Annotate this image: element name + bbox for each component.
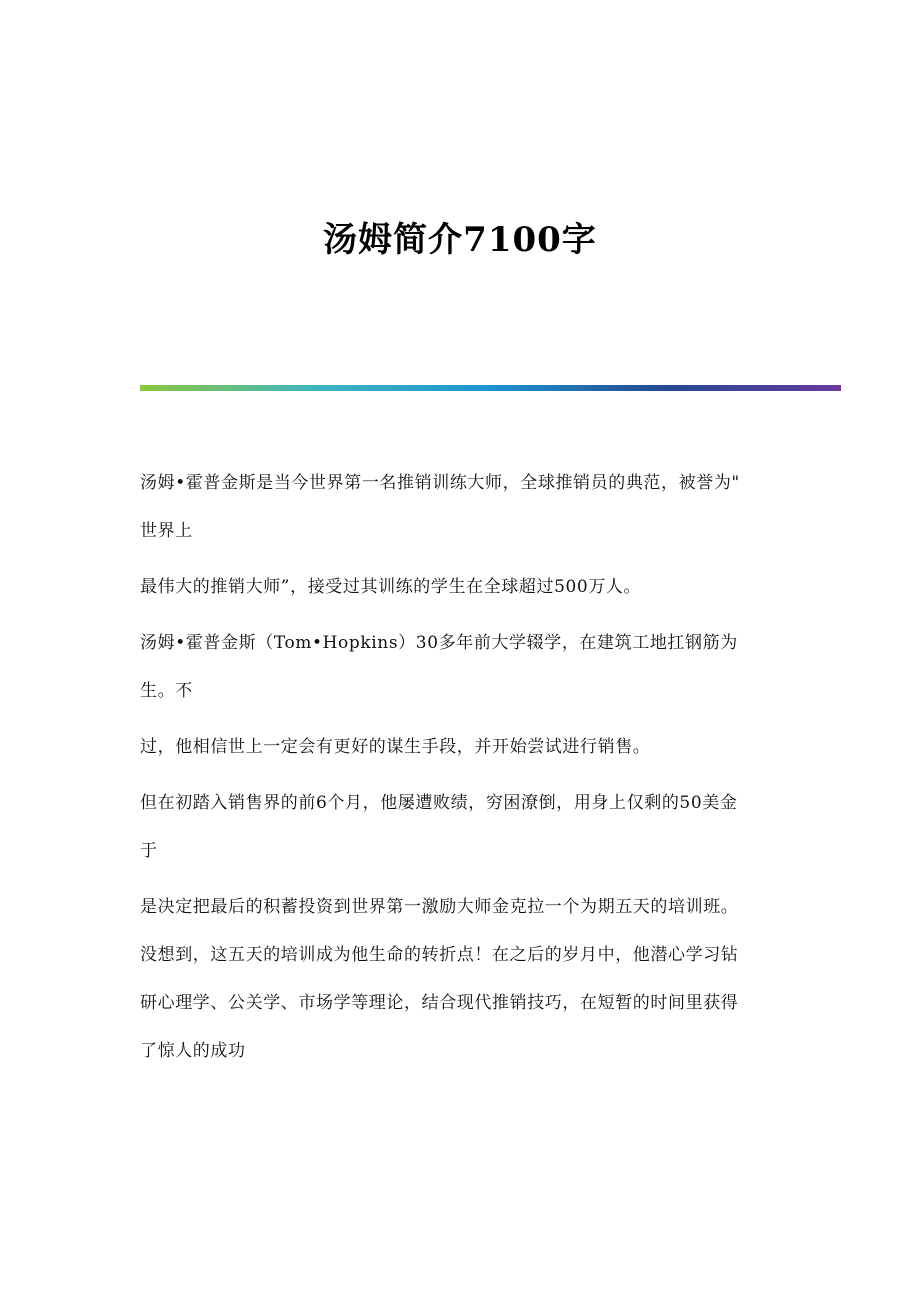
paragraph-line: 汤姆•霍普金斯是当今世界第一名推销训练大师，全球推销员的典范，被誉为" xyxy=(140,473,740,493)
page-title: 汤姆简介7100字 xyxy=(323,220,597,260)
paragraph-line: 最伟大的推销大师”，接受过其训练的学生在全球超过500万人。 xyxy=(140,577,642,597)
paragraph-line: 世界上 xyxy=(140,521,193,541)
paragraph-line: 生。不 xyxy=(140,681,193,701)
paragraph-line: 研心理学、公关学、市场学等理论，结合现代推销技巧，在短暂的时间里获得 xyxy=(140,993,739,1013)
paragraph-line: 是决定把最后的积蓄投资到世界第一激励大师金克拉一个为期五天的培训班。 xyxy=(140,897,739,917)
paragraph-line: 过，他相信世上一定会有更好的谋生手段，并开始尝试进行销售。 xyxy=(140,737,651,757)
paragraph-line: 了惊人的成功 xyxy=(140,1041,246,1061)
paragraph-line: 汤姆•霍普金斯（Tom•Hopkins）30多年前大学辍学，在建筑工地扛钢筋为 xyxy=(140,633,738,653)
title-divider xyxy=(140,385,841,391)
paragraph-line: 但在初踏入销售界的前6个月，他屡遭败绩，穷困潦倒，用身上仅剩的50美金 xyxy=(140,793,738,813)
paragraph-line: 没想到，这五天的培训成为他生命的转折点！在之后的岁月中，他潜心学习钻 xyxy=(140,945,739,965)
paragraph-line: 于 xyxy=(140,841,158,861)
